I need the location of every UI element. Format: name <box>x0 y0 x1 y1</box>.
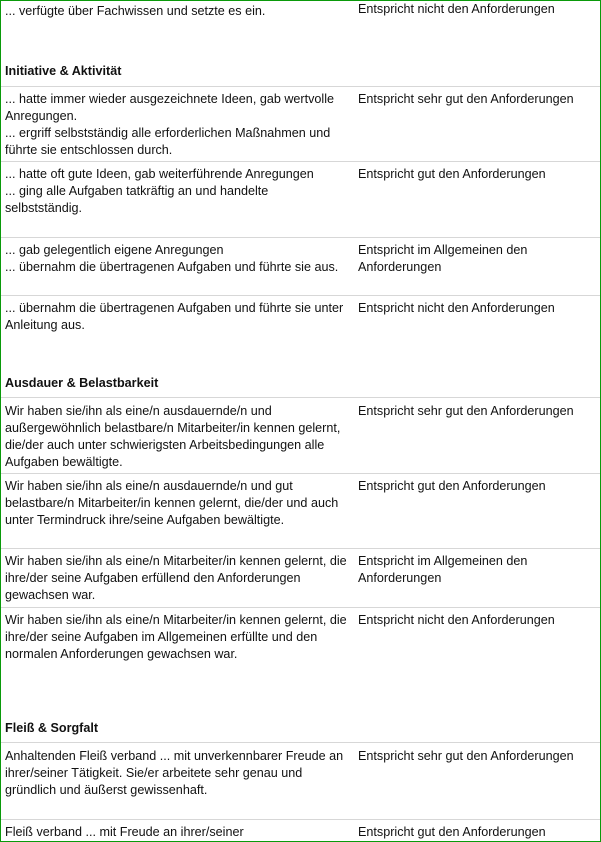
row-divider <box>1 237 600 238</box>
statement-text: ... gab gelegentlich eigene Anregungen ... übernahm die übertragenen Aufgaben und führte sie aus. <box>5 243 339 274</box>
rating-text: Entspricht gut den Anforderungen <box>358 167 546 181</box>
rating-text: Entspricht nicht den Anforderungen <box>358 301 555 315</box>
rating-text: Entspricht sehr gut den Anforderungen <box>358 92 574 106</box>
row-divider <box>1 295 600 296</box>
section-heading-ausdauer: Ausdauer & Belastbarkeit <box>5 376 159 390</box>
rating-text: Entspricht sehr gut den Anforderungen <box>358 404 574 418</box>
row-divider <box>1 819 600 820</box>
statement-text: Wir haben sie/ihn als eine/n Mitarbeiter/in kennen gelernt, die ihre/der seine Aufgaben erfüllend den Anforderungen gewachsen war. <box>5 554 347 602</box>
rating-text: Entspricht im Allgemeinen den Anforderungen <box>358 243 528 274</box>
statement-text: Fleiß verband ... mit Freude an ihrer/seiner <box>5 825 244 839</box>
statement-text: Wir haben sie/ihn als eine/n ausdauernde/n und gut belastbare/n Mitarbeiter/in kennen gelernt, die/der und auch unter Termindruck ihre/seine Aufgaben bewältigte. <box>5 479 339 527</box>
row-divider <box>1 742 600 743</box>
row-divider <box>1 86 600 87</box>
row-divider <box>1 161 600 162</box>
statement-text: ... verfügte über Fachwissen und setzte es ein. <box>5 4 266 18</box>
statement-text: ... übernahm die übertragenen Aufgaben und führte sie unter Anleitung aus. <box>5 301 344 332</box>
row-divider <box>1 607 600 608</box>
statement-text: ... hatte oft gute Ideen, gab weiterführende Anregungen ... ging alle Aufgaben tatkräftig an und handelte selbstständig. <box>5 167 314 215</box>
section-heading-fleiss: Fleiß & Sorgfalt <box>5 721 99 735</box>
rating-text: Entspricht sehr gut den Anforderungen <box>358 749 574 763</box>
rating-text: Entspricht nicht den Anforderungen <box>358 2 555 16</box>
row-divider <box>1 397 600 398</box>
rating-text: Entspricht nicht den Anforderungen <box>358 613 555 627</box>
statement-text: Wir haben sie/ihn als eine/n ausdauernde/n und außergewöhnlich belastbare/n Mitarbeiter/in kennen gelernt, die/der auch unter schwierigsten Arbeitsbedingungen alle Aufgaben bewältigte. <box>5 404 341 469</box>
statement-text: Anhaltenden Fleiß verband ... mit unverkennbarer Freude an ihrer/seiner Tätigkeit. Sie/er arbeitete sehr genau und gründlich und äußerst gewissenhaft. <box>5 749 344 797</box>
row-divider <box>1 548 600 549</box>
row-divider <box>1 473 600 474</box>
rating-text: Entspricht gut den Anforderungen <box>358 479 546 493</box>
section-heading-initiative: Initiative & Aktivität <box>5 64 122 78</box>
rating-text: Entspricht gut den Anforderungen <box>358 825 546 839</box>
statement-text: Wir haben sie/ihn als eine/n Mitarbeiter/in kennen gelernt, die ihre/der seine Aufgaben im Allgemeinen erfüllte und den normalen Anforderungen gewachsen war. <box>5 613 347 661</box>
statement-text: ... hatte immer wieder ausgezeichnete Ideen, gab wertvolle Anregungen. ... ergriff selbstständig alle erforderlichen Maßnahmen und führte sie entschlossen durch. <box>5 92 335 157</box>
rating-text: Entspricht im Allgemeinen den Anforderungen <box>358 554 528 585</box>
